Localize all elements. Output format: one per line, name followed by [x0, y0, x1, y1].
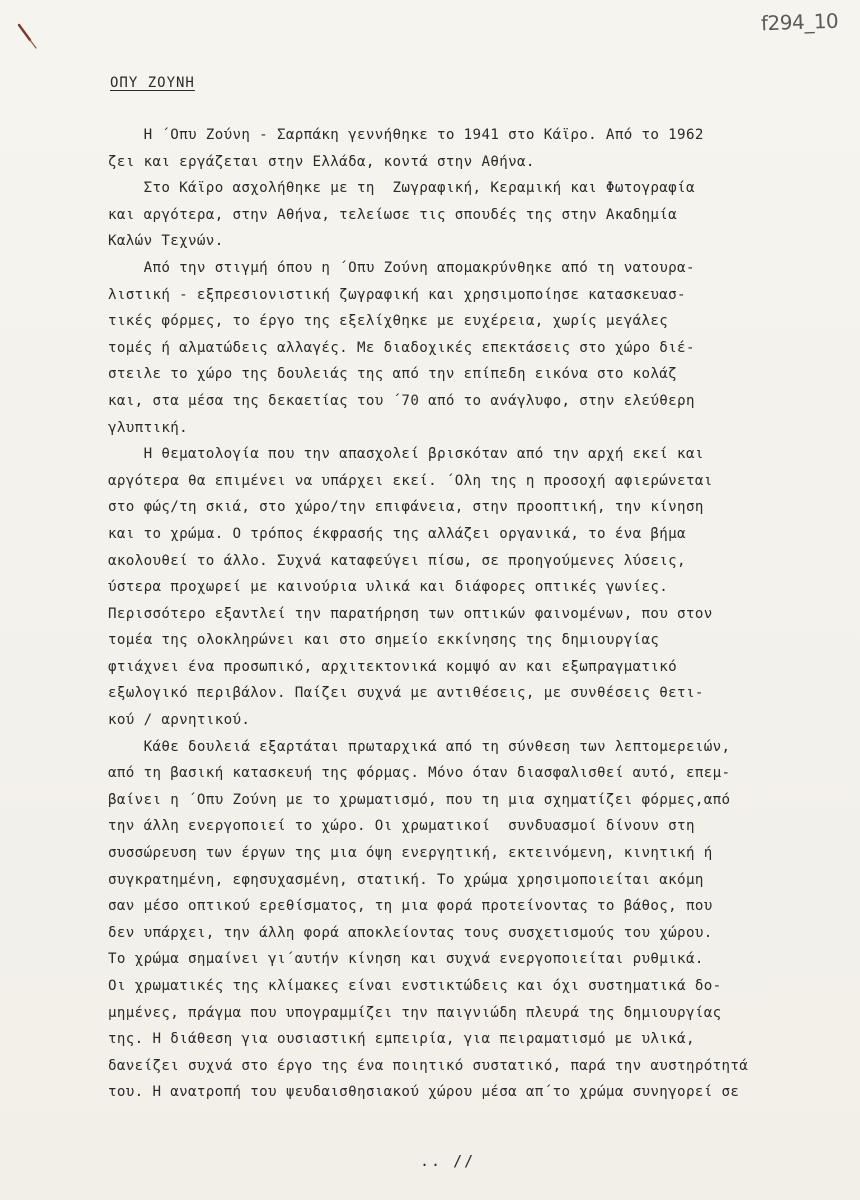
text-line: ζει και εργάζεται στην Ελλάδα, κοντά στην Αθήνα.: [108, 153, 535, 170]
text-line: Η θεματολογία που την απασχολεί βρισκόταν από την αρχή εκεί και: [108, 446, 704, 463]
text-line: τικές φόρμες, το έργο της εξελίχθηκε με ευχέρεια, χωρίς μεγάλες: [108, 313, 669, 330]
text-line: και το χρώμα. Ο τρόπος έκφρασής της αλλάζει οργανικά, το ένα βήμα: [108, 525, 686, 542]
text-line: ακολουθεί το άλλο. Συχνά καταφεύγει πίσω, σε προηγούμενες λύσεις,: [108, 552, 686, 569]
text-line: της. Η διάθεση για ουσιαστική εμπειρία, για πειραματισμό με υλικά,: [108, 1031, 695, 1048]
text-line: ύστερα προχωρεί με καινούρια υλικά και διάφορες οπτικές γωνίες.: [108, 579, 669, 596]
text-line: και, στα μέσα της δεκαετίας του ΄70 από το ανάγλυφο, στην ελεύθερη: [108, 392, 695, 409]
text-line: μημένες, πράγμα που υπογραμμίζει την παιγνιώδη πλευρά της δημιουργίας: [108, 1004, 722, 1021]
text-line: δεν υπάρχει, την άλλη φορά αποκλείοντας τους συσχετισμούς του χώρου.: [108, 924, 713, 941]
text-line: Στο Κάϊρο ασχολήθηκε με τη Ζωγραφική, Κεραμική και Φωτογραφία: [108, 180, 695, 197]
text-line: τομές ή αλματώδεις αλλαγές. Με διαδοχικές επεκτάσεις στο χώρο διέ-: [108, 339, 695, 356]
paragraph-1: [108, 122, 844, 175]
text-line: βαίνει η ΄Οπυ Ζούνη με το χρωματισμό, που τη μια σχηματίζει φόρμες,από: [108, 791, 731, 808]
text-line: Η ΄Οπυ Ζούνη - Σαρπάκη γεννήθηκε το 1941 στο Κάϊρο. Από το 1962: [108, 127, 704, 143]
archive-reference: f294_10: [760, 8, 839, 36]
text-line: συσσώρευση των έργων της μια όψη ενεργητική, εκτεινόμενη, κινητική ή: [108, 845, 713, 862]
body-text: [108, 122, 844, 1106]
text-line: από τη βασική κατασκευή της φόρμας. Μόνο όταν διασφαλισθεί αυτό, επεμ-: [108, 765, 731, 782]
text-line: γλυπτική.: [108, 419, 189, 436]
text-line: Οι χρωματικές της κλίμακες είναι ενστικτώδεις και όχι συστηματικά δο-: [108, 978, 722, 994]
text-line: τομέα της ολοκληρώνει και στο σημείο εκκίνησης της δημιουργίας: [108, 632, 660, 649]
text-line: στειλε το χώρο της δουλειάς της από την επίπεδη εικόνα στο κολάζ: [108, 366, 678, 383]
paragraph-5: [108, 734, 844, 1106]
pencil-mark-icon: [16, 22, 40, 52]
text-line: την άλλη ενεργοποιεί το χώρο. Οι χρωματικοί συνδυασμοί δίνουν στη: [108, 818, 695, 835]
text-line: Κάθε δουλειά εξαρτάται πρωταρχικά από τη σύνθεση των λεπτομερειών,: [108, 738, 731, 755]
text-line: αργότερα θα επιμένει να υπάρχει εκεί. ΄Ολη της η προσοχή αφιερώνεται: [108, 472, 713, 489]
paragraph-4: [108, 441, 844, 734]
document-title: ΟΠΥ ΖΟΥΝΗ: [110, 75, 195, 91]
text-line: δανείζει συχνά στο έργο της ένα ποιητικό συστατικό, παρά την αυστηρότητά: [108, 1057, 749, 1074]
text-line: φτιάχνει ένα προσωπικό, αρχιτεκτονικά κομψό αν και εξωπραγματικό: [108, 658, 678, 675]
text-line: Καλών Τεχνών.: [108, 233, 224, 250]
text-line: συγκρατημένη, εφησυχασμένη, στατική. Το χρώμα χρησιμοποιείται ακόμη: [108, 871, 704, 888]
text-line: Από την στιγμή όπου η ΄Οπυ Ζούνη απομακρύνθηκε από τη νατουρα-: [108, 259, 695, 276]
text-line: του. Η ανατροπή του ψευδαισθησιακού χώρου μέσα απ΄το χρώμα συνηγορεί σε: [108, 1084, 740, 1101]
paragraph-2: [108, 175, 844, 255]
paragraph-3: [108, 255, 844, 441]
text-line: εξωλογικό περιβάλον. Παίζει συχνά με αντιθέσεις, με συνθέσεις θετι-: [108, 685, 704, 702]
continuation-marker: .. //: [420, 1152, 476, 1170]
text-line: στο φώς/τη σκιά, στο χώρο/την επιφάνεια, στην προοπτική, την κίνηση: [108, 499, 704, 516]
text-line: Περισσότερο εξαντλεί την παρατήρηση των οπτικών φαινομένων, που στον: [108, 605, 713, 622]
text-line: λιστική - εξπρεσιονιστική ζωγραφική και χρησιμοποίησε κατασκευασ-: [108, 286, 686, 303]
text-line: Το χρώμα σημαίνει γι΄αυτήν κίνηση και συχνά ενεργοποιείται ρυθμικά.: [108, 951, 704, 968]
text-line: και αργότερα, στην Αθήνα, τελείωσε τις σπουδές της στην Ακαδημία: [108, 206, 678, 223]
text-line: σαν μέσο οπτικού ερεθίσματος, τη μια φορά προτείνοντας το βάθος, που: [108, 898, 713, 915]
text-line: κού / αρνητικού.: [108, 712, 251, 729]
